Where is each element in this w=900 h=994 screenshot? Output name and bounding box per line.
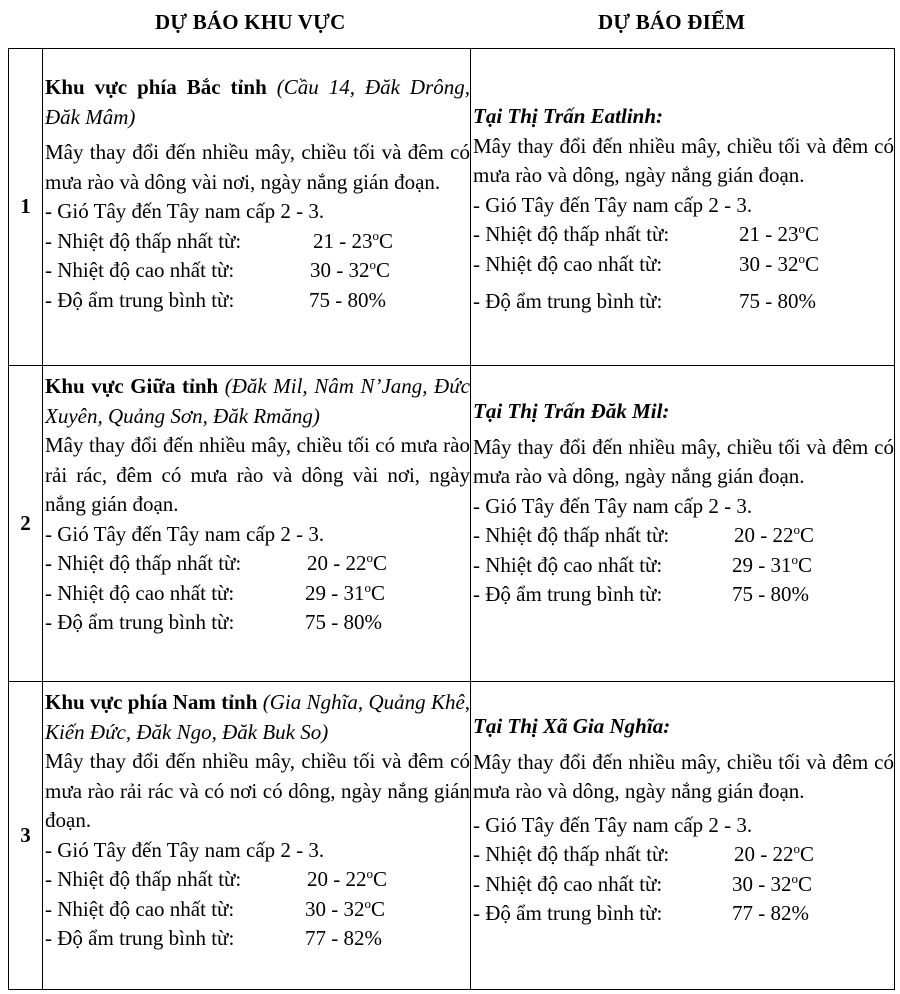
point-wind: - Gió Tây đến Tây nam cấp 2 - 3. — [473, 493, 753, 518]
max-temp-value: 30 - 32$^o$C — [739, 250, 820, 276]
area-places: (Cầu 14, Đăk Drông, Đăk Mâm) — [45, 75, 470, 129]
humidity-value: 75 - 80% — [305, 610, 382, 634]
area-max-temp — [45, 579, 470, 609]
max-temp-value: 29 - 31$^o$C — [732, 551, 813, 577]
header-point-forecast: DỰ BÁO ĐIỂM — [598, 10, 746, 34]
point-min-temp — [473, 220, 894, 250]
point-max-temp — [473, 250, 894, 280]
area-min-temp — [45, 227, 470, 257]
header-area-forecast: DỰ BÁO KHU VỰC — [155, 10, 346, 34]
table-row — [9, 366, 895, 682]
point-title: Tại Thị Trấn Eatlinh: — [473, 104, 664, 128]
area-heading — [45, 688, 470, 747]
table-row — [9, 49, 895, 366]
point-max-temp — [473, 551, 894, 581]
humidity-value: 75 - 80% — [309, 287, 386, 312]
point-weather: Mây thay đổi đến nhiều mây, chiều tối và đêm có mưa rào và dông, ngày nắng gián đoạn. — [473, 434, 894, 488]
max-temp-label: - Nhiệt độ cao nhất từ: — [45, 258, 235, 282]
area-places: (Đăk Mil, Nâm N’Jang, Đức Xuyên, Quảng Sơn, Đăk Rmăng) — [45, 374, 470, 428]
max-temp-label: - Nhiệt độ cao nhất từ: — [473, 552, 663, 577]
area-humidity — [45, 924, 470, 954]
min-temp-label: - Nhiệt độ thấp nhất từ: — [473, 523, 670, 547]
humidity-value: 75 - 80% — [739, 289, 816, 313]
point-wind: - Gió Tây đến Tây nam cấp 2 - 3. — [473, 192, 753, 217]
max-temp-label: - Nhiệt độ cao nhất từ: — [45, 580, 235, 605]
point-wind: - Gió Tây đến Tây nam cấp 2 - 3. — [473, 812, 753, 837]
area-wind: - Gió Tây đến Tây nam cấp 2 - 3. — [45, 199, 325, 223]
area-title: Khu vực Giữa tỉnh — [45, 374, 219, 398]
area-wind: - Gió Tây đến Tây nam cấp 2 - 3. — [45, 837, 325, 862]
area-weather: Mây thay đổi đến nhiều mây, chiều tối và đêm có mưa rào rải rác và có nơi có dông, ngày nắng gián đoạn. — [45, 749, 470, 832]
table-header — [0, 0, 900, 48]
area-humidity — [45, 286, 470, 316]
area-forecast-cell — [43, 49, 471, 366]
min-temp-value: 20 - 22$^o$C — [307, 550, 388, 575]
point-humidity — [473, 287, 894, 317]
point-max-temp — [473, 870, 894, 900]
point-humidity — [473, 580, 894, 610]
point-weather: Mây thay đổi đến nhiều mây, chiều tối và đêm có mưa rào và dông, ngày nắng gián đoạn. — [473, 133, 894, 187]
area-heading — [45, 73, 470, 132]
min-temp-value: 21 - 23$^o$C — [739, 221, 820, 246]
area-min-temp — [45, 865, 470, 895]
point-weather: Mây thay đổi đến nhiều mây, chiều tối và đêm có mưa rào và dông, ngày nắng gián đoạn. — [473, 749, 894, 803]
area-forecast-cell — [43, 366, 471, 682]
row-number: 2 — [9, 366, 43, 682]
max-temp-label: - Nhiệt độ cao nhất từ: — [45, 896, 235, 921]
max-temp-label: - Nhiệt độ cao nhất từ: — [473, 871, 663, 896]
point-forecast-cell — [471, 366, 895, 682]
area-weather: Mây thay đổi đến nhiều mây, chiều tối và đêm có mưa rào và dông vài nơi, ngày nắng gián đoạn. — [45, 140, 470, 194]
area-min-temp — [45, 549, 470, 579]
humidity-value: 77 - 82% — [305, 926, 382, 950]
min-temp-value: 20 - 22$^o$C — [734, 522, 815, 547]
min-temp-value: 21 - 23$^o$C — [313, 227, 394, 253]
point-min-temp — [473, 521, 894, 551]
point-forecast-cell — [471, 682, 895, 990]
humidity-label: - Độ ẩm trung bình từ: — [473, 582, 663, 606]
min-temp-label: - Nhiệt độ thấp nhất từ: — [45, 551, 242, 575]
area-title: Khu vực phía Nam tỉnh — [45, 690, 258, 714]
point-title: Tại Thị Xã Gia Nghĩa: — [473, 714, 671, 738]
humidity-value: 75 - 80% — [732, 582, 809, 606]
forecast-table — [8, 48, 895, 990]
area-title: Khu vực phía Bắc tỉnh — [45, 75, 267, 99]
humidity-label: - Độ ẩm trung bình từ: — [45, 610, 235, 634]
area-max-temp — [45, 895, 470, 925]
max-temp-value: 30 - 32$^o$C — [732, 870, 813, 896]
min-temp-label: - Nhiệt độ thấp nhất từ: — [473, 222, 670, 246]
humidity-value: 77 - 82% — [732, 901, 809, 925]
point-humidity — [473, 899, 894, 929]
min-temp-label: - Nhiệt độ thấp nhất từ: — [45, 228, 242, 253]
humidity-label: - Độ ẩm trung bình từ: — [45, 287, 235, 312]
max-temp-label: - Nhiệt độ cao nhất từ: — [473, 251, 663, 276]
max-temp-value: 30 - 32$^o$C — [305, 895, 386, 921]
row-number: 1 — [9, 49, 43, 366]
humidity-label: - Độ ẩm trung bình từ: — [45, 926, 235, 950]
area-places: (Gia Nghĩa, Quảng Khê, Kiến Đức, Đăk Ngo, Đăk Buk So) — [45, 690, 470, 744]
min-temp-label: - Nhiệt độ thấp nhất từ: — [45, 867, 242, 891]
point-min-temp — [473, 840, 894, 870]
table-row — [9, 682, 895, 990]
min-temp-value: 20 - 22$^o$C — [307, 866, 388, 891]
row-number: 3 — [9, 682, 43, 990]
point-title: Tại Thị Trấn Đăk Mil: — [473, 399, 670, 423]
max-temp-value: 30 - 32$^o$C — [310, 257, 391, 282]
min-temp-value: 20 - 22$^o$C — [734, 841, 815, 866]
area-forecast-cell — [43, 682, 471, 990]
area-heading — [45, 372, 470, 431]
area-wind: - Gió Tây đến Tây nam cấp 2 - 3. — [45, 521, 325, 546]
area-max-temp — [45, 256, 470, 286]
humidity-label: - Độ ẩm trung bình từ: — [473, 901, 663, 925]
max-temp-value: 29 - 31$^o$C — [305, 579, 386, 605]
point-forecast-cell — [471, 49, 895, 366]
min-temp-label: - Nhiệt độ thấp nhất từ: — [473, 842, 670, 866]
area-humidity — [45, 608, 470, 638]
area-weather: Mây thay đổi đến nhiều mây, chiều tối có mưa rào rải rác, đêm có mưa rào và dông vài nơi, ngày nắng gián đoạn. — [45, 433, 470, 516]
humidity-label: - Độ ẩm trung bình từ: — [473, 289, 663, 313]
